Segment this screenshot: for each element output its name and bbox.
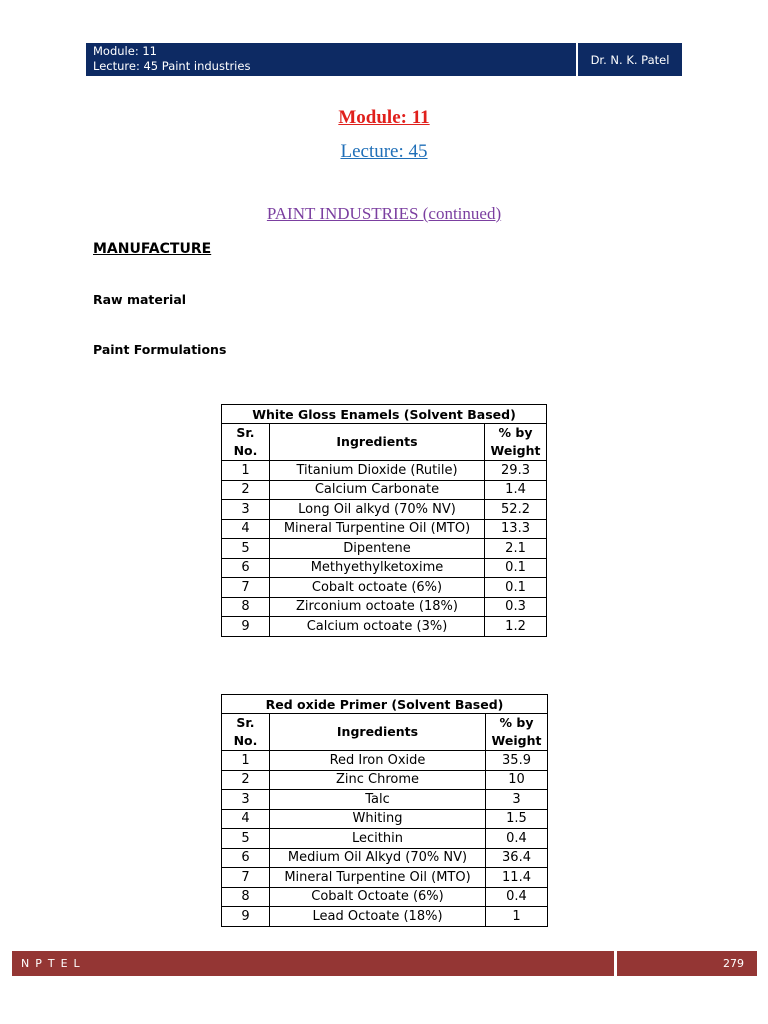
cell-sr: 4 xyxy=(222,519,270,539)
cell-ingredient: Zinc Chrome xyxy=(270,770,486,790)
cell-ingredient: Methyethylketoxime xyxy=(270,558,485,578)
cell-ingredient: Lecithin xyxy=(270,829,486,849)
cell-weight: 10 xyxy=(486,770,548,790)
cell-ingredient: Calcium Carbonate xyxy=(270,480,485,500)
cell-ingredient: Mineral Turpentine Oil (MTO) xyxy=(270,519,485,539)
cell-weight: 0.1 xyxy=(485,558,547,578)
header-percent-by: % by xyxy=(499,715,534,730)
table-row xyxy=(222,617,547,637)
cell-ingredient: Medium Oil Alkyd (70% NV) xyxy=(270,848,486,868)
cell-sr: 1 xyxy=(222,461,270,481)
cell-ingredient: Mineral Turpentine Oil (MTO) xyxy=(270,868,486,888)
table-row xyxy=(222,848,548,868)
cell-ingredient: Talc xyxy=(270,790,486,810)
header-no: No. xyxy=(233,733,258,748)
cell-sr: 6 xyxy=(222,558,270,578)
header-weight: Weight xyxy=(490,443,541,458)
section-heading-manufacture: MANUFACTURE xyxy=(93,241,212,257)
header-course-info xyxy=(86,43,576,76)
page-number: 279 xyxy=(617,951,757,976)
cell-sr: 1 xyxy=(222,751,270,771)
table-caption-row xyxy=(222,695,548,714)
cell-weight: 0.1 xyxy=(485,578,547,598)
header-author: Dr. N. K. Patel xyxy=(578,43,682,76)
cell-sr: 2 xyxy=(222,480,270,500)
cell-sr: 3 xyxy=(222,500,270,520)
module-title: Module: 11 xyxy=(338,107,430,128)
header-percent-by: % by xyxy=(498,425,533,440)
table-row xyxy=(222,539,547,559)
cell-weight: 11.4 xyxy=(486,868,548,888)
table-row xyxy=(222,829,548,849)
header-weight: Weight xyxy=(491,733,542,748)
header-sr: Sr. xyxy=(236,425,255,440)
column-header-weight xyxy=(485,424,547,461)
subheading-paint-formulations: Paint Formulations xyxy=(93,342,227,357)
cell-sr: 7 xyxy=(222,578,270,598)
table-header-row xyxy=(222,714,548,751)
table-row xyxy=(222,500,547,520)
table-row xyxy=(222,868,548,888)
column-header-weight xyxy=(486,714,548,751)
lecture-title: Lecture: 45 xyxy=(340,141,428,162)
cell-ingredient: Cobalt octoate (6%) xyxy=(270,578,485,598)
cell-weight: 35.9 xyxy=(486,751,548,771)
cell-weight: 1.4 xyxy=(485,480,547,500)
cell-ingredient: Calcium octoate (3%) xyxy=(270,617,485,637)
cell-weight: 2.1 xyxy=(485,539,547,559)
cell-sr: 9 xyxy=(222,907,270,927)
topic-title: PAINT INDUSTRIES (continued) xyxy=(266,204,502,223)
table-row xyxy=(222,907,548,927)
cell-ingredient: Lead Octoate (18%) xyxy=(270,907,486,927)
cell-weight: 0.4 xyxy=(486,829,548,849)
subheading-raw-material: Raw material xyxy=(93,292,187,307)
cell-ingredient: Zirconium octoate (18%) xyxy=(270,597,485,617)
cell-ingredient: Dipentene xyxy=(270,539,485,559)
cell-sr: 9 xyxy=(222,617,270,637)
cell-sr: 8 xyxy=(222,887,270,907)
cell-sr: 5 xyxy=(222,829,270,849)
table-row xyxy=(222,770,548,790)
header-module: Module: 11 xyxy=(93,44,157,58)
cell-ingredient: Titanium Dioxide (Rutile) xyxy=(270,461,485,481)
table-row xyxy=(222,480,547,500)
cell-sr: 2 xyxy=(222,770,270,790)
cell-weight: 13.3 xyxy=(485,519,547,539)
cell-weight: 3 xyxy=(486,790,548,810)
white-gloss-enamels-table xyxy=(221,404,547,637)
table-row xyxy=(222,578,547,598)
table-caption: White Gloss Enamels (Solvent Based) xyxy=(222,405,547,424)
cell-weight: 0.4 xyxy=(486,887,548,907)
cell-weight: 36.4 xyxy=(486,848,548,868)
cell-weight: 1.5 xyxy=(486,809,548,829)
page-footer xyxy=(12,951,757,976)
table-row xyxy=(222,751,548,771)
cell-weight: 1.2 xyxy=(485,617,547,637)
cell-ingredient: Whiting xyxy=(270,809,486,829)
cell-weight: 29.3 xyxy=(485,461,547,481)
header-sr: Sr. xyxy=(236,715,255,730)
cell-sr: 6 xyxy=(222,848,270,868)
cell-weight: 1 xyxy=(486,907,548,927)
cell-sr: 8 xyxy=(222,597,270,617)
cell-sr: 4 xyxy=(222,809,270,829)
table-row xyxy=(222,887,548,907)
page-header xyxy=(86,43,682,76)
red-oxide-primer-table xyxy=(221,694,548,927)
table-row xyxy=(222,461,547,481)
column-header-ingredients: Ingredients xyxy=(270,714,486,751)
column-header-ingredients: Ingredients xyxy=(270,424,485,461)
table-row xyxy=(222,790,548,810)
table-row xyxy=(222,597,547,617)
cell-sr: 7 xyxy=(222,868,270,888)
table-row xyxy=(222,809,548,829)
cell-ingredient: Long Oil alkyd (70% NV) xyxy=(270,500,485,520)
header-lecture: Lecture: 45 Paint industries xyxy=(93,59,251,73)
table-caption-row xyxy=(222,405,547,424)
column-header-sr-no xyxy=(222,714,270,751)
table-header-row xyxy=(222,424,547,461)
header-no: No. xyxy=(233,443,258,458)
cell-ingredient: Cobalt Octoate (6%) xyxy=(270,887,486,907)
table-caption: Red oxide Primer (Solvent Based) xyxy=(222,695,548,714)
cell-ingredient: Red Iron Oxide xyxy=(270,751,486,771)
table-row xyxy=(222,558,547,578)
cell-sr: 5 xyxy=(222,539,270,559)
table-row xyxy=(222,519,547,539)
column-header-sr-no xyxy=(222,424,270,461)
cell-sr: 3 xyxy=(222,790,270,810)
cell-weight: 52.2 xyxy=(485,500,547,520)
cell-weight: 0.3 xyxy=(485,597,547,617)
footer-nptel: NPTEL xyxy=(12,951,614,976)
